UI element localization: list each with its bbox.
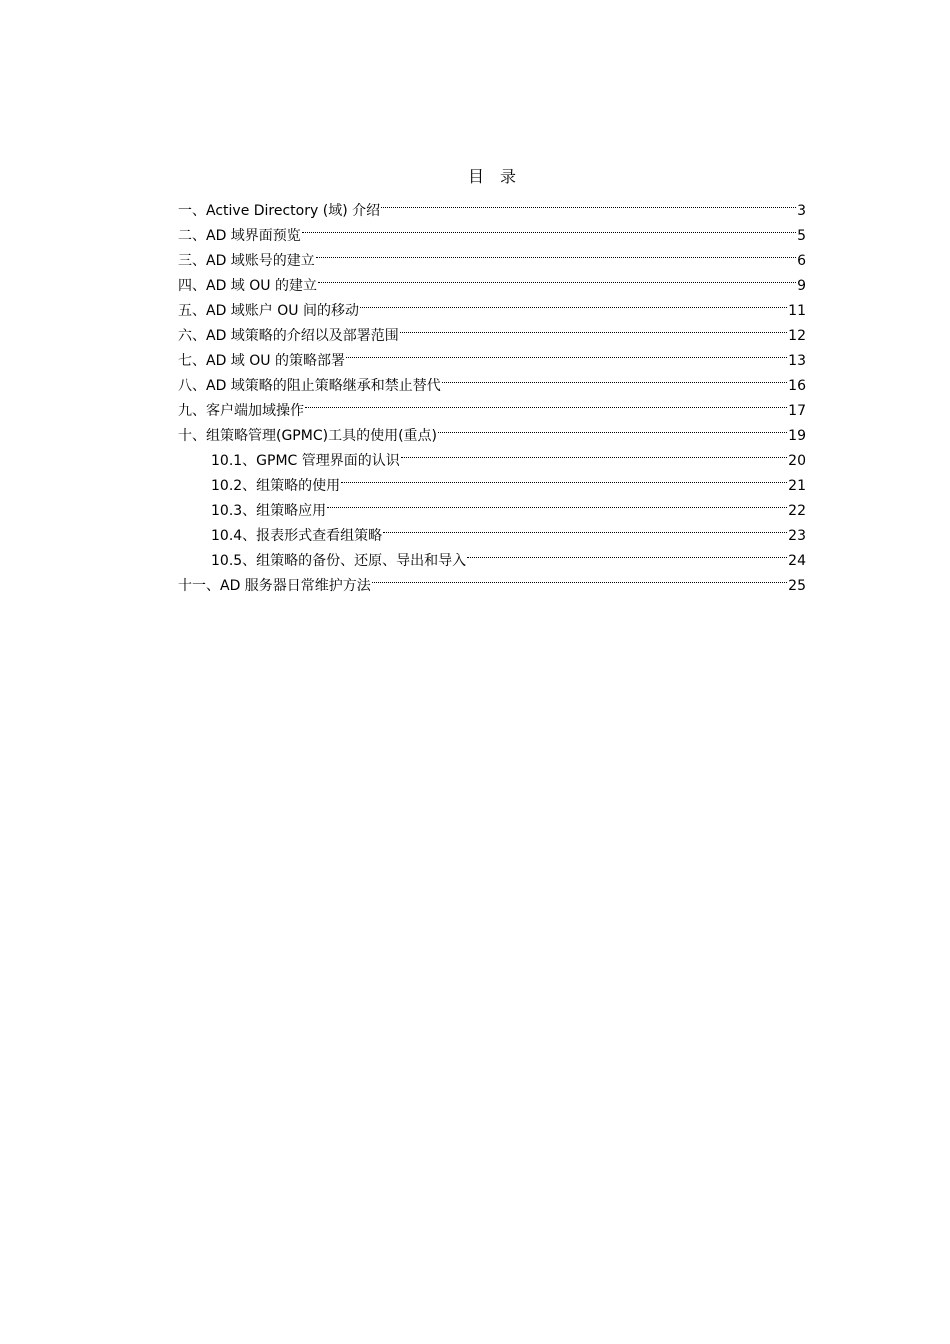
toc-entry-label: 二、AD 域界面预览 <box>178 228 301 244</box>
toc-dot-leader <box>400 315 787 340</box>
toc-entry-label: 一、Active Directory (域) 介绍 <box>178 203 381 219</box>
toc-entry-page: 21 <box>788 478 806 494</box>
toc-entry-page: 9 <box>797 278 806 294</box>
toc-entry-label: 十、组策略管理(GPMC)工具的使用(重点) <box>178 428 437 444</box>
toc-entry-label: 10.2、组策略的使用 <box>211 478 341 494</box>
toc-entry-page: 6 <box>797 253 806 269</box>
toc-entry-label: 七、AD 域 OU 的策略部署 <box>178 353 345 369</box>
toc-entry-label: 五、AD 域账户 OU 间的移动 <box>178 303 359 319</box>
toc-entry-label: 10.1、GPMC 管理界面的认识 <box>211 453 400 469</box>
toc-entry-page: 20 <box>788 453 806 469</box>
toc-entry-page: 19 <box>788 428 806 444</box>
toc-dot-leader <box>318 265 796 290</box>
toc-entry-page: 25 <box>788 578 806 594</box>
toc-dot-leader <box>401 440 787 465</box>
toc-entry-label: 10.5、组策略的备份、还原、导出和导入 <box>211 553 467 569</box>
toc-entry-label: 八、AD 域策略的阻止策略继承和禁止替代 <box>178 378 441 394</box>
toc-entry-label: 六、AD 域策略的介绍以及部署范围 <box>178 328 399 344</box>
toc-list <box>178 190 806 594</box>
toc-dot-leader <box>372 565 787 590</box>
toc-dot-leader <box>381 190 796 215</box>
toc-entry-label: 九、客户端加域操作 <box>178 403 304 419</box>
toc-entry-page: 11 <box>788 303 806 319</box>
toc-dot-leader <box>327 490 787 515</box>
toc-dot-leader <box>442 365 787 390</box>
table-of-contents <box>178 164 806 594</box>
toc-entry-page: 16 <box>788 378 806 394</box>
toc-entry-page: 3 <box>797 203 806 219</box>
toc-entry-label: 四、AD 域 OU 的建立 <box>178 278 317 294</box>
toc-dot-leader <box>302 215 796 240</box>
toc-dot-leader <box>383 515 787 540</box>
toc-dot-leader <box>305 390 787 415</box>
toc-entry-page: 22 <box>788 503 806 519</box>
toc-entry-label: 10.3、组策略应用 <box>211 503 327 519</box>
toc-dot-leader <box>360 290 787 315</box>
toc-entry-page: 12 <box>788 328 806 344</box>
toc-entry-page: 23 <box>788 528 806 544</box>
toc-entry-label: 10.4、报表形式查看组策略 <box>211 528 383 544</box>
toc-dot-leader <box>341 465 787 490</box>
toc-dot-leader <box>467 540 787 565</box>
toc-entry-page: 24 <box>788 553 806 569</box>
toc-entry-label: 三、AD 域账号的建立 <box>178 253 315 269</box>
toc-entry-label: 十一、AD 服务器日常维护方法 <box>178 578 371 594</box>
toc-entry-page: 17 <box>788 403 806 419</box>
toc-entry[interactable] <box>178 190 806 219</box>
toc-title-right: 录 <box>500 167 517 186</box>
toc-dot-leader <box>438 415 787 440</box>
toc-title <box>178 164 806 190</box>
toc-dot-leader <box>346 340 787 365</box>
toc-title-left: 目 <box>467 167 484 186</box>
toc-entry-page: 13 <box>788 353 806 369</box>
toc-dot-leader <box>316 240 796 265</box>
toc-entry-page: 5 <box>797 228 806 244</box>
